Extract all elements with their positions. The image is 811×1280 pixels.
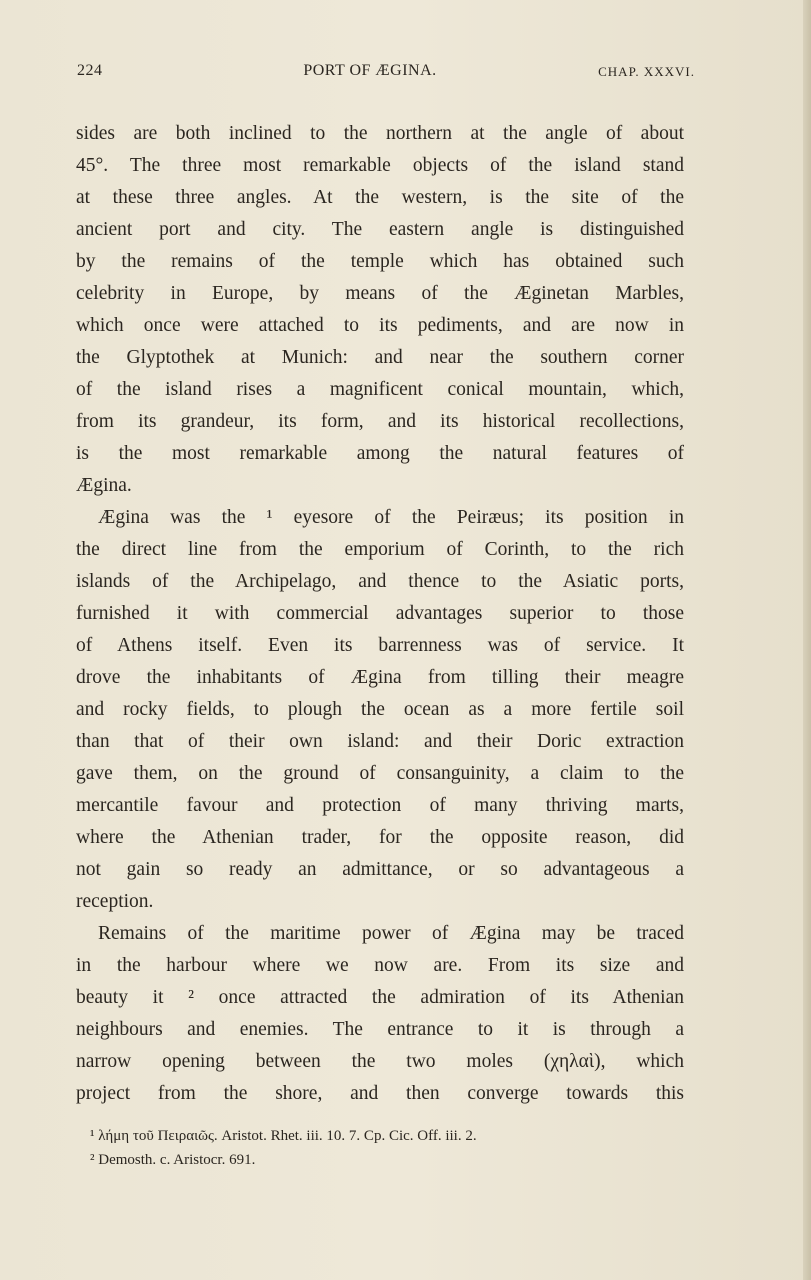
- text-line: in the harbour where we now are. From its size and: [76, 955, 684, 976]
- text-line: reception.: [76, 891, 154, 912]
- text-line: beauty it ² once attracted the admiration of its Athenian: [76, 987, 684, 1008]
- text-line: Ægina was the ¹ eyesore of the Peiræus; its position in: [98, 507, 684, 528]
- text-line: the direct line from the emporium of Corinth, to the rich: [76, 539, 684, 560]
- text-line: project from the shore, and then converge towards this: [76, 1083, 684, 1104]
- text-line: by the remains of the temple which has obtained such: [76, 251, 684, 272]
- text-line: celebrity in Europe, by means of the Æginetan Marbles,: [76, 283, 684, 304]
- page-edge: [803, 0, 811, 1280]
- text-line: furnished it with commercial advantages superior to those: [76, 603, 684, 624]
- page-number: 224: [77, 62, 103, 79]
- text-line: mercantile favour and protection of many thriving marts,: [76, 795, 684, 816]
- text-line: which once were attached to its pediments, and are now in: [76, 315, 684, 336]
- text-line: Remains of the maritime power of Ægina may be traced: [98, 923, 684, 944]
- text-line: drove the inhabitants of Ægina from tilling their meagre: [76, 667, 684, 688]
- text-line: narrow opening between the two moles (χηλαὶ), which: [76, 1051, 684, 1072]
- text-line: than that of their own island: and their Doric extraction: [76, 731, 684, 752]
- text-line: 45°. The three most remarkable objects of the island stand: [76, 155, 684, 176]
- footnotes: [90, 1124, 670, 1172]
- text-line: from its grandeur, its form, and its historical recollections,: [76, 411, 684, 432]
- text-line: sides are both inclined to the northern at the angle of about: [76, 123, 684, 144]
- text-line: not gain so ready an admittance, or so advantageous a: [76, 859, 684, 880]
- running-title: PORT OF ÆGINA.: [303, 62, 437, 79]
- chapter-label: CHAP. XXXVI.: [598, 64, 695, 79]
- body-text: [76, 118, 684, 1110]
- text-line: gave them, on the ground of consanguinity, a claim to the: [76, 763, 684, 784]
- footnote: ¹ λήμη τοῦ Πειραιῶς. Aristot. Rhet. iii. 10. 7. Cp. Cic. Off. iii. 2.: [90, 1128, 477, 1144]
- running-header: [75, 62, 695, 86]
- text-line: ancient port and city. The eastern angle is distinguished: [76, 219, 684, 240]
- text-line: Ægina.: [76, 475, 132, 496]
- text-line: islands of the Archipelago, and thence to the Asiatic ports,: [76, 571, 684, 592]
- text-line: and rocky fields, to plough the ocean as a more fertile soil: [76, 699, 684, 720]
- text-line: of Athens itself. Even its barrenness was of service. It: [76, 635, 684, 656]
- text-line: of the island rises a magnificent conical mountain, which,: [76, 379, 684, 400]
- text-line: is the most remarkable among the natural features of: [76, 443, 684, 464]
- text-line: at these three angles. At the western, is the site of the: [76, 187, 684, 208]
- text-line: neighbours and enemies. The entrance to it is through a: [76, 1019, 684, 1040]
- footnote: ² Demosth. c. Aristocr. 691.: [90, 1152, 256, 1168]
- text-line: where the Athenian trader, for the opposite reason, did: [76, 827, 684, 848]
- text-line: the Glyptothek at Munich: and near the southern corner: [76, 347, 684, 368]
